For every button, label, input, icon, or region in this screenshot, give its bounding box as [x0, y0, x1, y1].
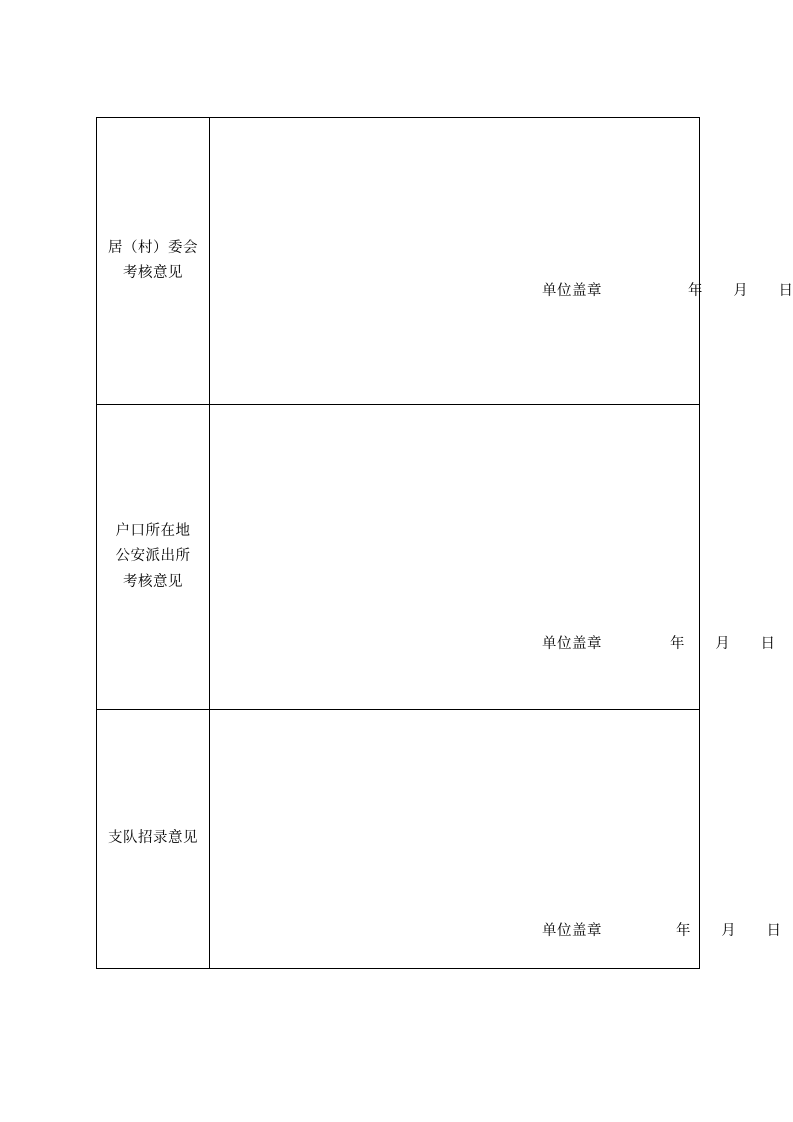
row-label-residents-committee — [97, 118, 210, 405]
stamp-label: 单位盖章 — [542, 283, 602, 299]
label-line: 居（村）委会 — [108, 239, 198, 256]
date-year-label: 年 — [688, 283, 703, 299]
date-line — [688, 279, 793, 300]
date-year-label: 年 — [670, 636, 685, 652]
date-year-label: 年 — [676, 923, 691, 939]
label-line: 公安派出所 — [115, 548, 191, 565]
row-content-residents-committee[interactable] — [210, 118, 793, 405]
label-line: 考核意见 — [123, 265, 183, 281]
review-opinions-table — [96, 117, 793, 969]
table-row — [97, 710, 700, 969]
date-month-label: 月 — [721, 923, 737, 939]
row-label-detachment-recruitment — [97, 710, 210, 969]
date-month-label: 月 — [733, 283, 749, 299]
stamp-label: 单位盖章 — [542, 636, 602, 652]
table-row — [97, 405, 700, 710]
label-line: 支队招录意见 — [108, 830, 198, 847]
date-line — [670, 632, 776, 653]
row-content-police-station[interactable] — [210, 405, 776, 710]
label-line: 考核意见 — [123, 573, 183, 590]
date-day-label: 日 — [760, 636, 776, 652]
date-line — [676, 919, 782, 940]
row-label-police-station — [97, 405, 210, 710]
label-line: 户口所在地 — [115, 522, 191, 539]
date-day-label: 日 — [778, 283, 793, 299]
table-row — [97, 118, 700, 405]
stamp-label: 单位盖章 — [542, 923, 602, 939]
row-content-detachment-recruitment[interactable] — [210, 710, 782, 969]
date-month-label: 月 — [715, 636, 731, 652]
date-day-label: 日 — [766, 923, 782, 939]
